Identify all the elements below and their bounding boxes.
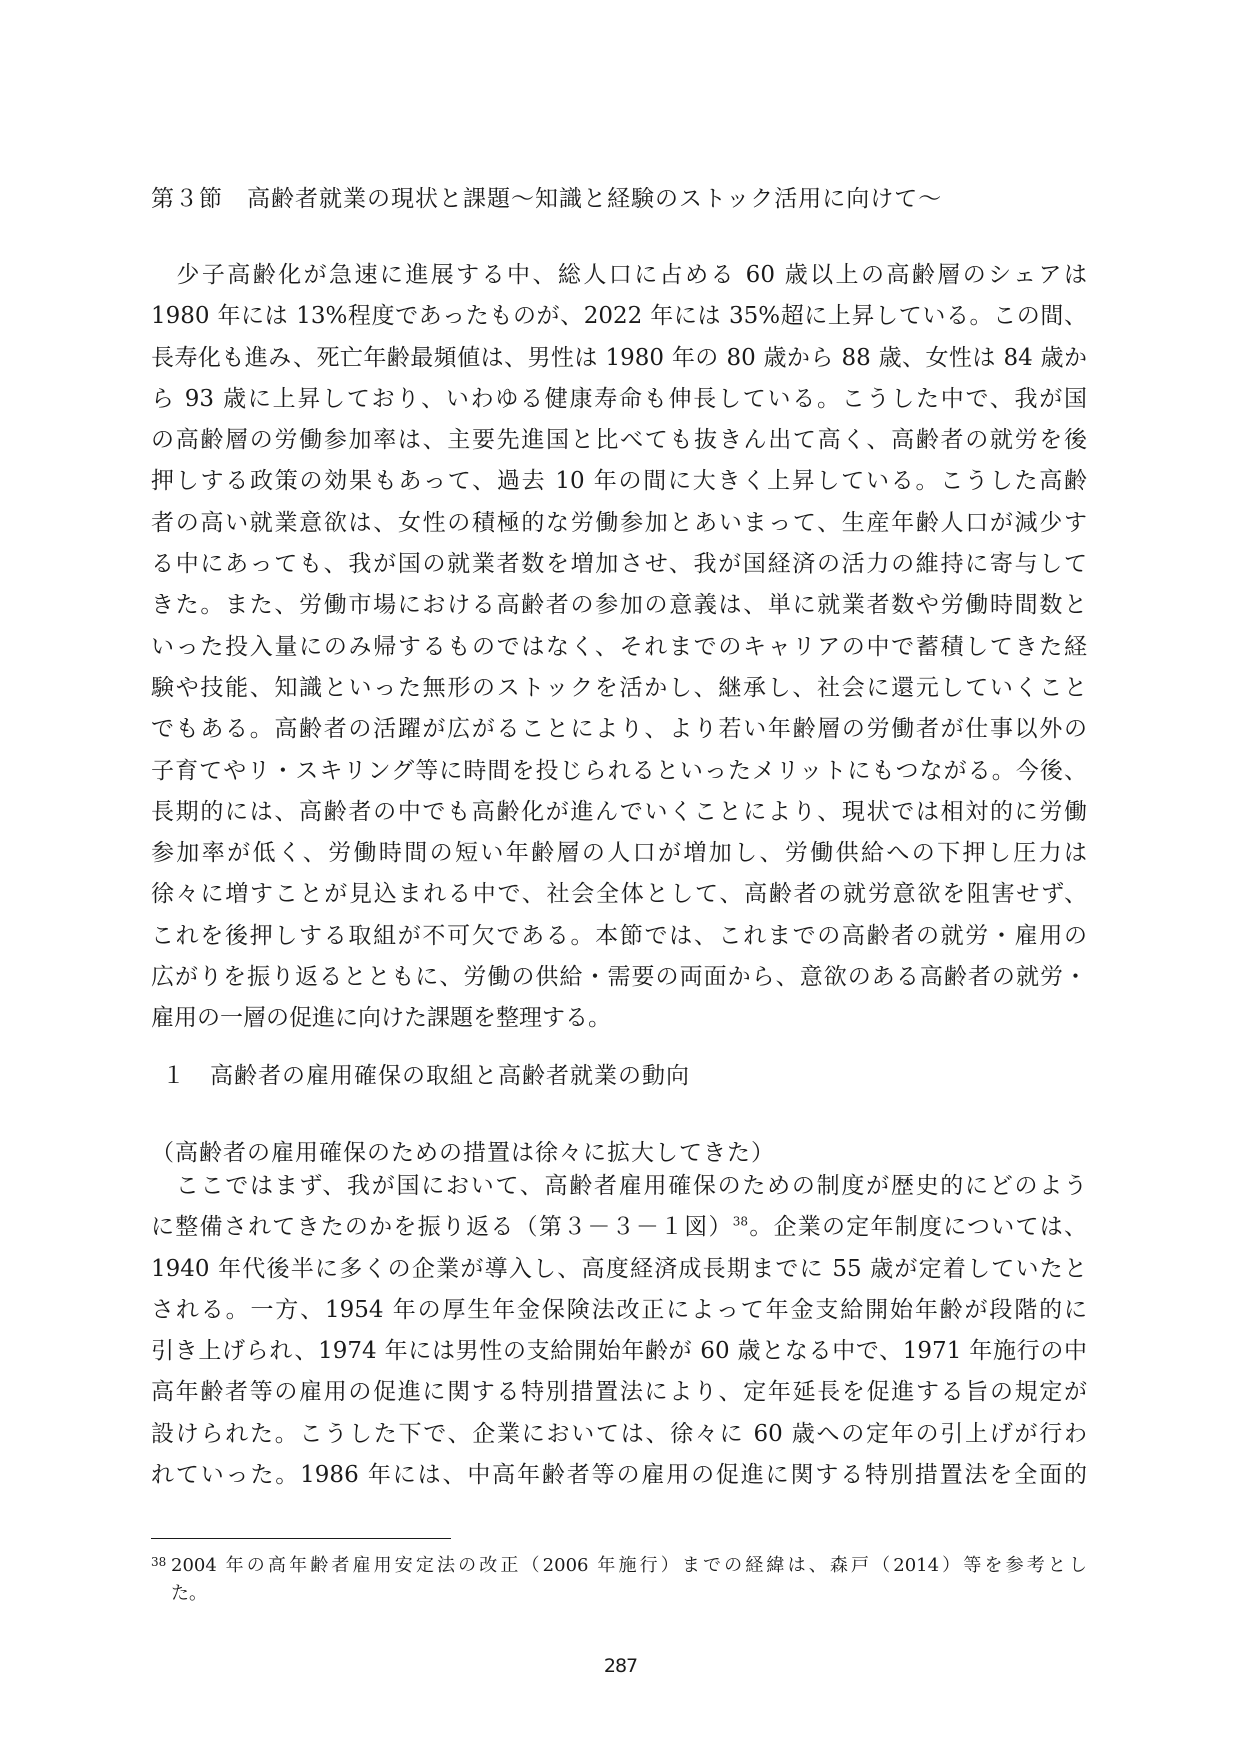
section-title: 第３節 高齢者就業の現状と課題～知識と経験のストック活用に向けて～ — [151, 186, 943, 212]
paragraph-line: 引き上げられ、1974 年には男性の支給開始年齢が 60 歳となる中で、1971 年施行の中 — [151, 1338, 1087, 1365]
paragraph-line: 1980 年には 13%程度であったものが、2022 年には 35%超に上昇している。この間、 — [151, 303, 1087, 330]
paragraph-line: 少子高齢化が急速に進展する中、総人口に占める 60 歳以上の高齢層のシェアは — [151, 262, 1087, 288]
paragraph-line: 設けられた。こうした下で、企業においては、徐々に 60 歳への定年の引上げが行わ — [151, 1420, 1087, 1447]
paragraph-line: 高年齢者等の雇用の促進に関する特別措置法により、定年延長を促進する旨の規定が — [151, 1379, 1087, 1406]
paragraph-line: れていった。1986 年には、中高年齢者等の雇用の促進に関する特別措置法を全面的 — [151, 1462, 1087, 1489]
paragraph-line: いった投入量にのみ帰するものではなく、それまでのキャリアの中で蓄積してきた経 — [151, 633, 1087, 660]
footnote-body — [151, 1552, 1087, 1608]
paragraph-line: ら 93 歳に上昇しており、いわゆる健康寿命も伸長している。こうした中で、我が国 — [151, 385, 1087, 412]
footnote-line: た。 — [171, 1583, 207, 1604]
body-paragraph-1 — [151, 255, 1087, 1040]
paragraph-line: 雇用の一層の促進に向けた課題を整理する。 — [151, 1005, 611, 1032]
paragraph-line: これを後押しする取組が不可欠である。本節では、これまでの高齢者の就労・雇用の — [151, 922, 1087, 949]
footnote-reference[interactable]: 38 — [732, 1214, 749, 1229]
paragraph-line: の高齢層の労働参加率は、主要先進国と比べても抜きん出て高く、高齢者の就労を後 — [151, 427, 1087, 454]
paragraph-line: 1940 年代後半に多くの企業が導入し、高度経済成長期までに 55 歳が定着していたと — [151, 1255, 1087, 1282]
paragraph-line: 長寿化も進み、死亡年齢最頻値は、男性は 1980 年の 80 歳から 88 歳、女性は 84 歳か — [151, 344, 1087, 371]
paragraph-line: る中にあっても、我が国の就業者数を増加させ、我が国経済の活力の維持に寄与して — [151, 551, 1087, 578]
paragraph-line: 験や技能、知識といった無形のストックを活かし、継承し、社会に還元していくこと — [151, 674, 1087, 701]
page-number: 287 — [603, 1655, 638, 1677]
body-paragraph-2 — [151, 1166, 1087, 1496]
paragraph-line: 参加率が低く、労働時間の短い年齢層の人口が増加し、労働供給への下押し圧力は — [151, 840, 1087, 867]
footnote-line: 2004 年の高年齢者雇用安定法の改正（2006 年施行）までの経緯は、森戸（2014）等を参考とし — [171, 1555, 1087, 1576]
paragraph-line: 徐々に増すことが見込まれる中で、社会全体として、高齢者の就労意欲を阻害せず、 — [151, 881, 1087, 908]
paragraph-line: ここではまず、我が国において、高齢者雇用確保のための制度が歴史的にどのよう — [151, 1173, 1087, 1199]
paragraph-line: 子育てやリ・スキリング等に時間を投じられるといったメリットにもつながる。今後、 — [151, 757, 1087, 784]
subheading: （高齢者の雇用確保のための措置は徐々に拡大してきた） — [151, 1140, 775, 1166]
footnote-divider — [151, 1538, 451, 1539]
paragraph-line: 者の高い就業意欲は、女性の積極的な労働参加とあいまって、生産年齢人口が減少す — [151, 509, 1087, 536]
paragraph-line: 長期的には、高齢者の中でも高齢化が進んでいくことにより、現状では相対的に労働 — [151, 798, 1087, 825]
footnote — [151, 1552, 1087, 1608]
paragraph-line: 広がりを振り返るとともに、労働の供給・需要の両面から、意欲のある高齢者の就労・ — [151, 964, 1087, 991]
subsection-title: １ 高齢者の雇用確保の取組と高齢者就業の動向 — [162, 1063, 690, 1089]
paragraph-line: 押しする政策の効果もあって、過去 10 年の間に大きく上昇している。こうした高齢 — [151, 468, 1087, 495]
paragraph-line-with-footnote — [151, 1207, 1087, 1248]
footnote-number: 38 — [151, 1555, 167, 1569]
paragraph-line-text: 。企業の定年制度については、 — [748, 1214, 1087, 1241]
paragraph-line: される。一方、1954 年の厚生年金保険法改正によって年金支給開始年齢が段階的に — [151, 1296, 1087, 1323]
paragraph-line-text: に整備されてきたのかを振り返る（第３－３－１図） — [151, 1214, 733, 1241]
paragraph-line: きた。また、労働市場における高齢者の参加の意義は、単に就業者数や労働時間数と — [151, 592, 1087, 619]
paragraph-line: でもある。高齢者の活躍が広がることにより、より若い年齢層の労働者が仕事以外の — [151, 716, 1087, 743]
